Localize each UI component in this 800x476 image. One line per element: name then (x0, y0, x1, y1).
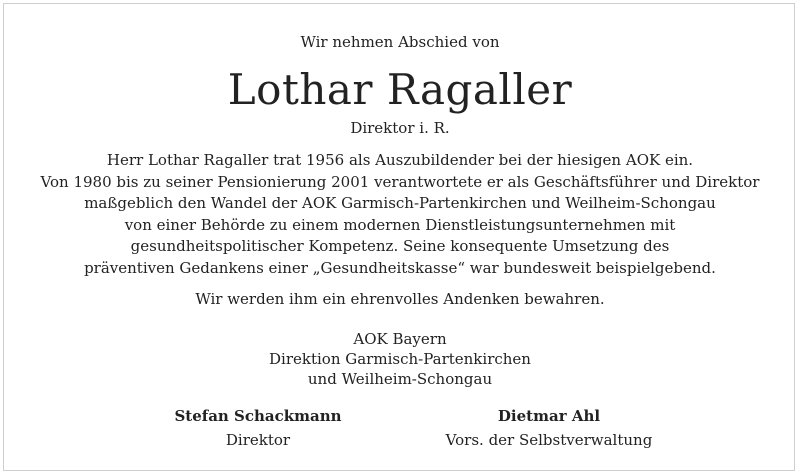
signatory-right (399, 404, 699, 452)
signatory-role: Direktor (225, 431, 291, 449)
organization-line: AOK Bayern (353, 330, 447, 348)
tribute-line: präventiven Gedankens einer „Gesundheitskasse“ war bundesweit beispielgebend. (84, 258, 716, 277)
tribute-line: gesundheitspolitischer Kompetenz. Seine konsequente Umsetzung des (130, 237, 670, 256)
tribute-line: Von 1980 bis zu seiner Pensionierung 2001 verantwortete er als Geschäftsführer und Direktor (40, 172, 760, 191)
signatory-name: Stefan Schackmann (174, 407, 342, 425)
organization-block (0, 329, 800, 389)
intro-line: Wir nehmen Abschied von (300, 33, 500, 51)
tribute-line: Herr Lothar Ragaller trat 1956 als Auszubildender bei der hiesigen AOK ein. (106, 151, 694, 169)
tribute-line: maßgeblich den Wandel der AOK Garmisch-Partenkirchen und Weilheim-Schongau (84, 194, 716, 213)
organization-line: Direktion Garmisch-Partenkirchen (269, 350, 531, 368)
organization-line: und Weilheim-Schongau (307, 370, 493, 388)
closing-line: Wir werden ihm ein ehrenvolles Andenken bewahren. (195, 290, 605, 308)
tribute-line: von einer Behörde zu einem modernen Dienstleistungsunternehmen mit (124, 215, 676, 234)
deceased-title: Direktor i. R. (350, 119, 450, 137)
tribute-text (0, 150, 800, 280)
deceased-name: Lothar Ragaller (227, 65, 573, 114)
signatory-name: Dietmar Ahl (497, 407, 601, 425)
signatory-role: Vors. der Selbstverwaltung (445, 431, 653, 449)
signatory-left (108, 404, 408, 452)
